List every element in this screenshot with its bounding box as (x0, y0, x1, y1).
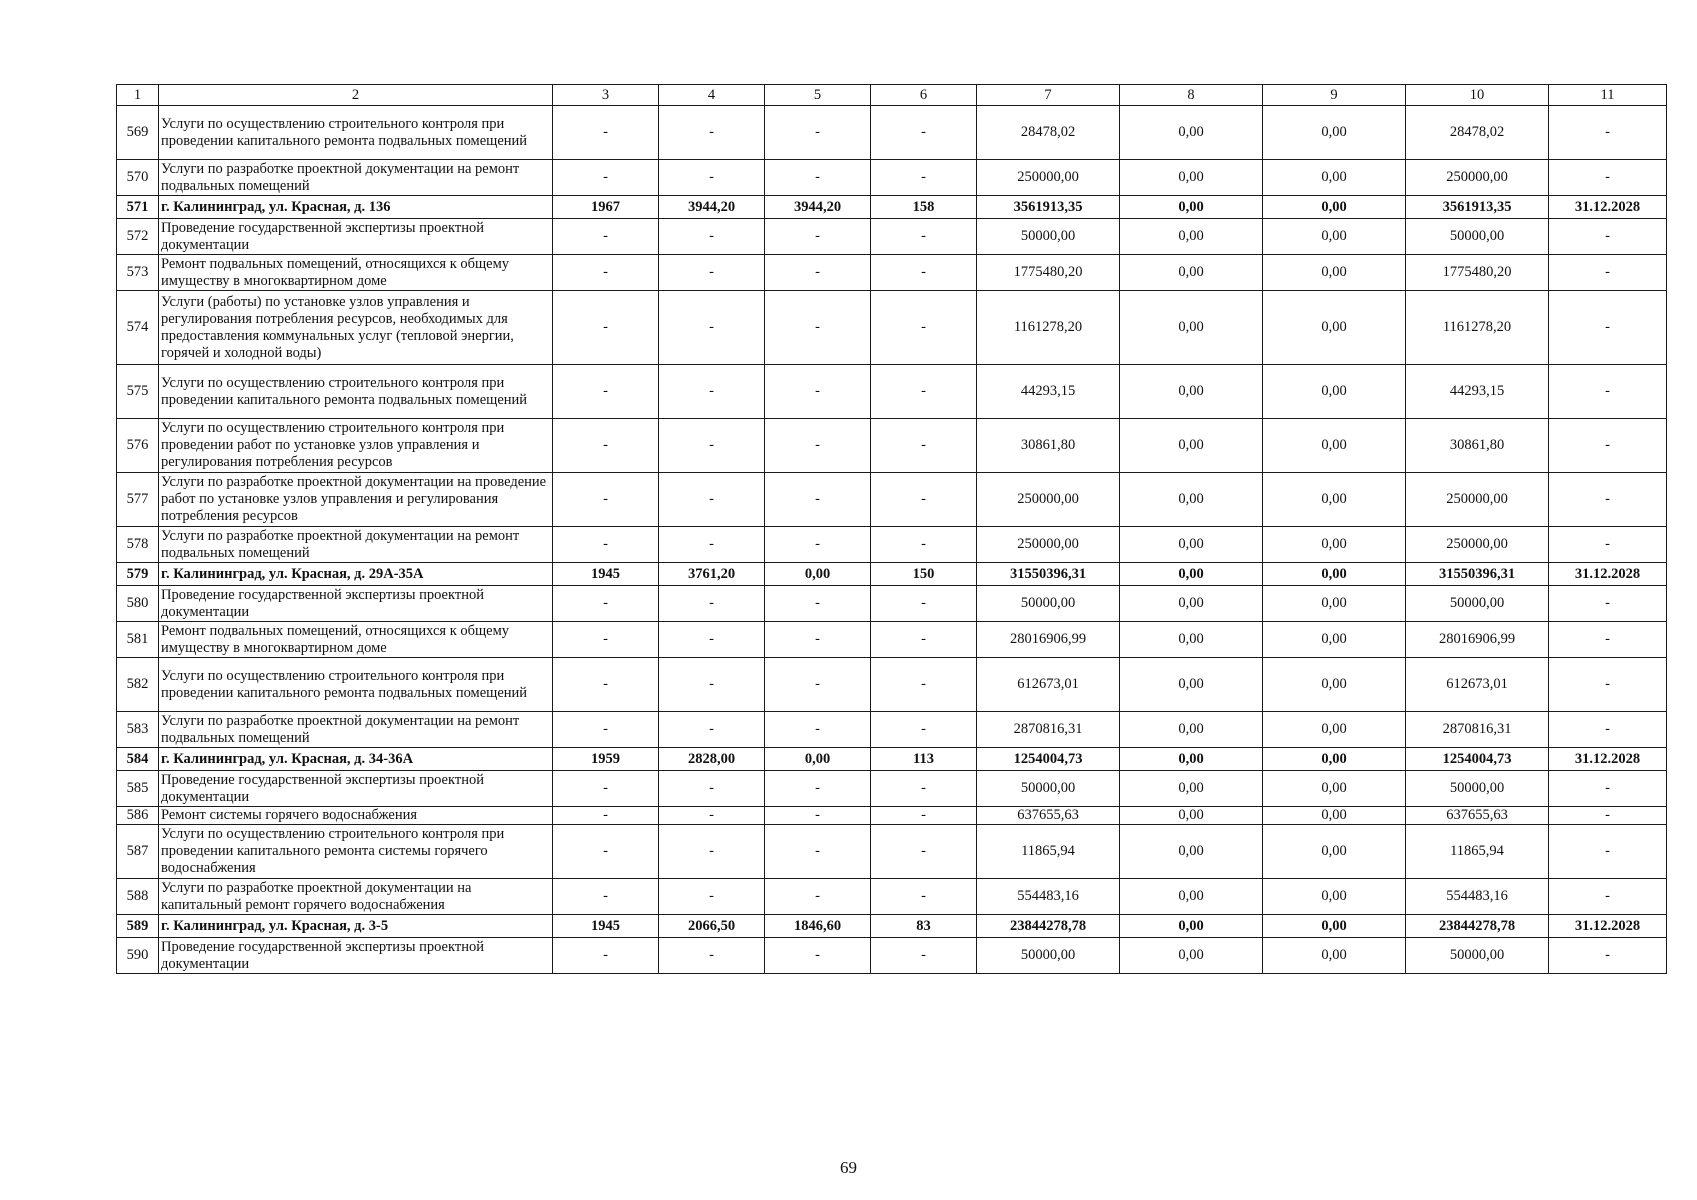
work-description: Услуги (работы) по установке узлов управления и регулирования потребления ресурсов, необходимых для предоставления коммунальных услуг (тепловой энергии, горячей и холодной воды) (159, 291, 553, 365)
total-area: - (659, 586, 765, 622)
cost-col-8: 0,00 (1120, 563, 1263, 586)
row-number: 584 (117, 748, 159, 771)
row-number: 585 (117, 771, 159, 807)
cost-col-9: 0,00 (1263, 825, 1406, 879)
row-number: 582 (117, 658, 159, 712)
cost-col-10: 250000,00 (1406, 473, 1549, 527)
work-description: г. Калининград, ул. Красная, д. 34-36А (159, 748, 553, 771)
residents-count: 113 (871, 748, 977, 771)
row-number: 588 (117, 879, 159, 915)
residents-count: 150 (871, 563, 977, 586)
total-cost: 31550396,31 (977, 563, 1120, 586)
cost-col-10: 28016906,99 (1406, 622, 1549, 658)
year-built: - (553, 419, 659, 473)
completion-date: - (1549, 622, 1667, 658)
work-item-row (117, 527, 1667, 563)
cost-col-9: 0,00 (1263, 196, 1406, 219)
row-number: 590 (117, 938, 159, 974)
year-built: - (553, 586, 659, 622)
residents-count: - (871, 291, 977, 365)
cost-col-10: 637655,63 (1406, 807, 1549, 825)
row-number: 572 (117, 219, 159, 255)
year-built: - (553, 938, 659, 974)
col-header-5: 5 (765, 85, 871, 106)
total-area: 2828,00 (659, 748, 765, 771)
completion-date: 31.12.2028 (1549, 748, 1667, 771)
residents-count: - (871, 807, 977, 825)
row-number: 580 (117, 586, 159, 622)
residents-count: - (871, 419, 977, 473)
row-number: 579 (117, 563, 159, 586)
work-item-row (117, 771, 1667, 807)
total-area: - (659, 365, 765, 419)
work-description: Проведение государственной экспертизы проектной документации (159, 771, 553, 807)
work-item-row (117, 291, 1667, 365)
work-item-row (117, 938, 1667, 974)
row-number: 583 (117, 712, 159, 748)
work-description: Услуги по осуществлению строительного контроля при проведении капитального ремонта подвальных помещений (159, 365, 553, 419)
work-description: Услуги по разработке проектной документации на проведение работ по установке узлов управления и регулирования потребления ресурсов (159, 473, 553, 527)
total-cost: 250000,00 (977, 160, 1120, 196)
total-area: - (659, 106, 765, 160)
living-area: - (765, 879, 871, 915)
cost-col-8: 0,00 (1120, 365, 1263, 419)
completion-date: 31.12.2028 (1549, 915, 1667, 938)
year-built: - (553, 106, 659, 160)
living-area: - (765, 938, 871, 974)
col-header-2: 2 (159, 85, 553, 106)
total-area: - (659, 473, 765, 527)
residents-count: - (871, 622, 977, 658)
total-area: - (659, 825, 765, 879)
residents-count: - (871, 473, 977, 527)
cost-col-9: 0,00 (1263, 712, 1406, 748)
residents-count: - (871, 938, 977, 974)
row-number: 573 (117, 255, 159, 291)
row-number: 570 (117, 160, 159, 196)
cost-col-8: 0,00 (1120, 825, 1263, 879)
total-cost: 1775480,20 (977, 255, 1120, 291)
total-cost: 50000,00 (977, 219, 1120, 255)
completion-date: - (1549, 527, 1667, 563)
work-description: Услуги по осуществлению строительного контроля при проведении капитального ремонта подвальных помещений (159, 658, 553, 712)
completion-date: - (1549, 938, 1667, 974)
completion-date: 31.12.2028 (1549, 196, 1667, 219)
completion-date: - (1549, 255, 1667, 291)
total-area: - (659, 419, 765, 473)
completion-date: - (1549, 586, 1667, 622)
year-built: - (553, 712, 659, 748)
completion-date: - (1549, 807, 1667, 825)
residents-count: - (871, 106, 977, 160)
year-built: - (553, 365, 659, 419)
total-cost: 637655,63 (977, 807, 1120, 825)
work-description: Ремонт системы горячего водоснабжения (159, 807, 553, 825)
row-number: 576 (117, 419, 159, 473)
living-area: - (765, 365, 871, 419)
work-description: Проведение государственной экспертизы проектной документации (159, 938, 553, 974)
residents-count: - (871, 527, 977, 563)
residents-count: 83 (871, 915, 977, 938)
cost-col-9: 0,00 (1263, 106, 1406, 160)
cost-col-10: 50000,00 (1406, 586, 1549, 622)
living-area: 0,00 (765, 748, 871, 771)
cost-col-8: 0,00 (1120, 586, 1263, 622)
year-built: - (553, 527, 659, 563)
total-area: - (659, 622, 765, 658)
completion-date: - (1549, 419, 1667, 473)
row-number: 575 (117, 365, 159, 419)
work-item-row (117, 160, 1667, 196)
year-built: - (553, 473, 659, 527)
cost-col-9: 0,00 (1263, 658, 1406, 712)
completion-date: - (1549, 473, 1667, 527)
total-area: 3944,20 (659, 196, 765, 219)
row-number: 569 (117, 106, 159, 160)
cost-col-8: 0,00 (1120, 938, 1263, 974)
cost-col-9: 0,00 (1263, 807, 1406, 825)
col-header-10: 10 (1406, 85, 1549, 106)
year-built: 1959 (553, 748, 659, 771)
completion-date: - (1549, 712, 1667, 748)
work-description: Услуги по разработке проектной документации на капитальный ремонт горячего водоснабжения (159, 879, 553, 915)
total-cost: 50000,00 (977, 771, 1120, 807)
completion-date: - (1549, 658, 1667, 712)
work-item-row (117, 879, 1667, 915)
total-cost: 30861,80 (977, 419, 1120, 473)
column-number-header-row (117, 85, 1667, 106)
cost-col-10: 44293,15 (1406, 365, 1549, 419)
work-item-row (117, 255, 1667, 291)
year-built: - (553, 658, 659, 712)
work-description: Проведение государственной экспертизы проектной документации (159, 219, 553, 255)
total-area: - (659, 291, 765, 365)
work-item-row (117, 419, 1667, 473)
work-description: Ремонт подвальных помещений, относящихся к общему имуществу в многоквартирном доме (159, 622, 553, 658)
address-row (117, 196, 1667, 219)
year-built: 1967 (553, 196, 659, 219)
cost-col-10: 11865,94 (1406, 825, 1549, 879)
work-item-row (117, 712, 1667, 748)
col-header-4: 4 (659, 85, 765, 106)
cost-col-9: 0,00 (1263, 219, 1406, 255)
cost-col-8: 0,00 (1120, 527, 1263, 563)
living-area: - (765, 291, 871, 365)
row-number: 574 (117, 291, 159, 365)
residents-count: - (871, 879, 977, 915)
living-area: 3944,20 (765, 196, 871, 219)
total-cost: 250000,00 (977, 527, 1120, 563)
cost-col-8: 0,00 (1120, 106, 1263, 160)
cost-col-8: 0,00 (1120, 771, 1263, 807)
cost-col-10: 250000,00 (1406, 160, 1549, 196)
cost-col-8: 0,00 (1120, 419, 1263, 473)
work-item-row (117, 825, 1667, 879)
living-area: - (765, 586, 871, 622)
cost-col-10: 1775480,20 (1406, 255, 1549, 291)
total-area: - (659, 879, 765, 915)
year-built: - (553, 879, 659, 915)
total-area: - (659, 807, 765, 825)
total-cost: 250000,00 (977, 473, 1120, 527)
residents-count: - (871, 219, 977, 255)
cost-col-8: 0,00 (1120, 291, 1263, 365)
living-area: - (765, 527, 871, 563)
cost-col-9: 0,00 (1263, 419, 1406, 473)
living-area: - (765, 219, 871, 255)
cost-col-10: 28478,02 (1406, 106, 1549, 160)
cost-col-9: 0,00 (1263, 771, 1406, 807)
residents-count: - (871, 771, 977, 807)
cost-col-8: 0,00 (1120, 915, 1263, 938)
total-area: - (659, 527, 765, 563)
total-area: 3761,20 (659, 563, 765, 586)
total-area: - (659, 219, 765, 255)
living-area: - (765, 712, 871, 748)
cost-col-9: 0,00 (1263, 563, 1406, 586)
cost-col-9: 0,00 (1263, 160, 1406, 196)
total-cost: 1254004,73 (977, 748, 1120, 771)
work-description: Услуги по разработке проектной документации на ремонт подвальных помещений (159, 527, 553, 563)
work-item-row (117, 219, 1667, 255)
total-area: - (659, 255, 765, 291)
completion-date: - (1549, 106, 1667, 160)
cost-col-9: 0,00 (1263, 879, 1406, 915)
total-cost: 3561913,35 (977, 196, 1120, 219)
cost-col-9: 0,00 (1263, 527, 1406, 563)
row-number: 571 (117, 196, 159, 219)
year-built: - (553, 771, 659, 807)
living-area: - (765, 825, 871, 879)
capital-repair-table (116, 84, 1667, 974)
work-description: Услуги по осуществлению строительного контроля при проведении капитального ремонта системы горячего водоснабжения (159, 825, 553, 879)
work-item-row (117, 106, 1667, 160)
year-built: - (553, 160, 659, 196)
total-area: 2066,50 (659, 915, 765, 938)
work-item-row (117, 658, 1667, 712)
living-area: - (765, 622, 871, 658)
completion-date: - (1549, 365, 1667, 419)
document-sheet (116, 84, 1666, 974)
residents-count: - (871, 365, 977, 419)
cost-col-10: 3561913,35 (1406, 196, 1549, 219)
cost-col-8: 0,00 (1120, 807, 1263, 825)
cost-col-10: 50000,00 (1406, 771, 1549, 807)
work-item-row (117, 473, 1667, 527)
total-area: - (659, 712, 765, 748)
col-header-8: 8 (1120, 85, 1263, 106)
living-area: - (765, 473, 871, 527)
cost-col-8: 0,00 (1120, 160, 1263, 196)
page-number: 69 (840, 1158, 857, 1177)
cost-col-8: 0,00 (1120, 712, 1263, 748)
cost-col-8: 0,00 (1120, 255, 1263, 291)
living-area: 1846,60 (765, 915, 871, 938)
residents-count: - (871, 255, 977, 291)
row-number: 581 (117, 622, 159, 658)
cost-col-8: 0,00 (1120, 473, 1263, 527)
living-area: - (765, 106, 871, 160)
completion-date: 31.12.2028 (1549, 563, 1667, 586)
total-cost: 23844278,78 (977, 915, 1120, 938)
col-header-3: 3 (553, 85, 659, 106)
cost-col-10: 1254004,73 (1406, 748, 1549, 771)
col-header-6: 6 (871, 85, 977, 106)
living-area: - (765, 658, 871, 712)
work-description: г. Калининград, ул. Красная, д. 29А-35А (159, 563, 553, 586)
total-cost: 28478,02 (977, 106, 1120, 160)
cost-col-10: 50000,00 (1406, 938, 1549, 974)
year-built: 1945 (553, 563, 659, 586)
cost-col-10: 612673,01 (1406, 658, 1549, 712)
col-header-7: 7 (977, 85, 1120, 106)
cost-col-10: 250000,00 (1406, 527, 1549, 563)
cost-col-9: 0,00 (1263, 622, 1406, 658)
total-cost: 1161278,20 (977, 291, 1120, 365)
row-number: 586 (117, 807, 159, 825)
total-area: - (659, 160, 765, 196)
year-built: - (553, 825, 659, 879)
cost-col-8: 0,00 (1120, 196, 1263, 219)
total-area: - (659, 938, 765, 974)
living-area: - (765, 160, 871, 196)
living-area: 0,00 (765, 563, 871, 586)
col-header-1: 1 (117, 85, 159, 106)
residents-count: - (871, 586, 977, 622)
residents-count: - (871, 160, 977, 196)
work-description: г. Калининград, ул. Красная, д. 3-5 (159, 915, 553, 938)
col-header-9: 9 (1263, 85, 1406, 106)
total-cost: 28016906,99 (977, 622, 1120, 658)
cost-col-8: 0,00 (1120, 622, 1263, 658)
address-row (117, 563, 1667, 586)
address-row (117, 915, 1667, 938)
cost-col-9: 0,00 (1263, 255, 1406, 291)
cost-col-9: 0,00 (1263, 365, 1406, 419)
cost-col-9: 0,00 (1263, 915, 1406, 938)
total-cost: 554483,16 (977, 879, 1120, 915)
total-cost: 11865,94 (977, 825, 1120, 879)
work-description: Проведение государственной экспертизы проектной документации (159, 586, 553, 622)
row-number: 577 (117, 473, 159, 527)
completion-date: - (1549, 160, 1667, 196)
cost-col-8: 0,00 (1120, 879, 1263, 915)
total-cost: 2870816,31 (977, 712, 1120, 748)
cost-col-9: 0,00 (1263, 473, 1406, 527)
cost-col-10: 2870816,31 (1406, 712, 1549, 748)
work-description: Услуги по осуществлению строительного контроля при проведении работ по установке узлов управления и регулирования потребления ресурсов (159, 419, 553, 473)
work-item-row (117, 622, 1667, 658)
cost-col-9: 0,00 (1263, 938, 1406, 974)
cost-col-9: 0,00 (1263, 586, 1406, 622)
total-area: - (659, 658, 765, 712)
year-built: 1945 (553, 915, 659, 938)
year-built: - (553, 291, 659, 365)
work-item-row (117, 807, 1667, 825)
completion-date: - (1549, 879, 1667, 915)
cost-col-10: 31550396,31 (1406, 563, 1549, 586)
living-area: - (765, 419, 871, 473)
address-row (117, 748, 1667, 771)
living-area: - (765, 807, 871, 825)
completion-date: - (1549, 219, 1667, 255)
living-area: - (765, 771, 871, 807)
cost-col-10: 50000,00 (1406, 219, 1549, 255)
row-number: 587 (117, 825, 159, 879)
total-cost: 50000,00 (977, 586, 1120, 622)
col-header-11: 11 (1549, 85, 1667, 106)
completion-date: - (1549, 291, 1667, 365)
year-built: - (553, 219, 659, 255)
residents-count: - (871, 825, 977, 879)
residents-count: - (871, 712, 977, 748)
cost-col-9: 0,00 (1263, 748, 1406, 771)
total-cost: 44293,15 (977, 365, 1120, 419)
year-built: - (553, 807, 659, 825)
total-area: - (659, 771, 765, 807)
work-description: Услуги по осуществлению строительного контроля при проведении капитального ремонта подвальных помещений (159, 106, 553, 160)
total-cost: 50000,00 (977, 938, 1120, 974)
cost-col-10: 30861,80 (1406, 419, 1549, 473)
work-description: Ремонт подвальных помещений, относящихся к общему имуществу в многоквартирном доме (159, 255, 553, 291)
completion-date: - (1549, 771, 1667, 807)
year-built: - (553, 622, 659, 658)
cost-col-8: 0,00 (1120, 748, 1263, 771)
cost-col-10: 23844278,78 (1406, 915, 1549, 938)
table-body (117, 85, 1667, 974)
residents-count: 158 (871, 196, 977, 219)
cost-col-8: 0,00 (1120, 219, 1263, 255)
living-area: - (765, 255, 871, 291)
work-description: Услуги по разработке проектной документации на ремонт подвальных помещений (159, 712, 553, 748)
work-description: Услуги по разработке проектной документации на ремонт подвальных помещений (159, 160, 553, 196)
row-number: 589 (117, 915, 159, 938)
completion-date: - (1549, 825, 1667, 879)
work-item-row (117, 586, 1667, 622)
cost-col-10: 1161278,20 (1406, 291, 1549, 365)
residents-count: - (871, 658, 977, 712)
total-cost: 612673,01 (977, 658, 1120, 712)
cost-col-10: 554483,16 (1406, 879, 1549, 915)
cost-col-8: 0,00 (1120, 658, 1263, 712)
cost-col-9: 0,00 (1263, 291, 1406, 365)
row-number: 578 (117, 527, 159, 563)
work-description: г. Калининград, ул. Красная, д. 136 (159, 196, 553, 219)
work-item-row (117, 365, 1667, 419)
year-built: - (553, 255, 659, 291)
